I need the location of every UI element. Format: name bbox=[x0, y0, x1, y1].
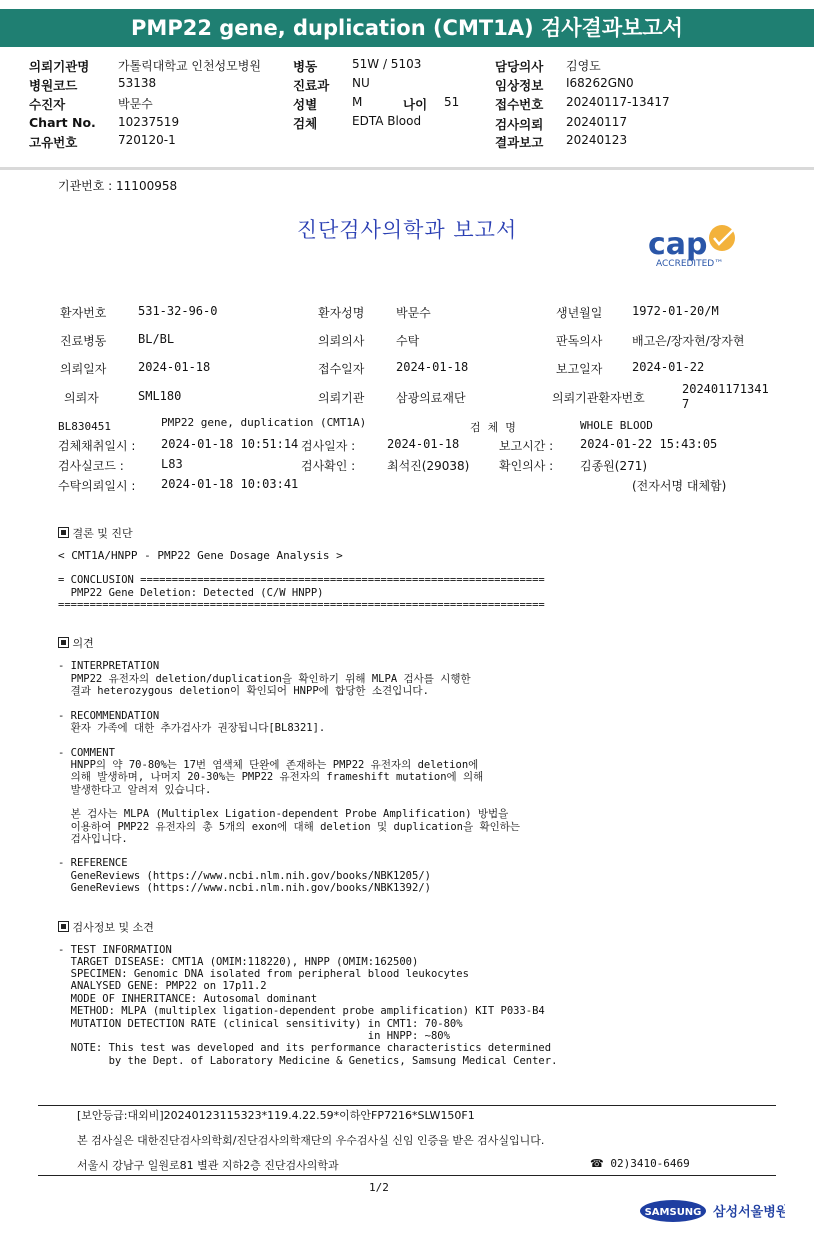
detail-value: 2024-01-18 10:03:41 bbox=[161, 477, 299, 491]
header-label: 병원코드 bbox=[29, 78, 78, 93]
analysis-title: < CMT1A/HNPP - PMP22 Gene Dosage Analysis > bbox=[58, 549, 343, 562]
info-label: 환자번호 bbox=[60, 306, 107, 320]
test-info-line: in HNPP: ~80% bbox=[58, 1030, 450, 1042]
test-info-line: ANALYSED GENE: PMP22 on 17p11.2 bbox=[58, 980, 267, 992]
security-line: [보안등급:대외비]20240123115323*119.4.22.59*이하안FP7216*SLW150F1 bbox=[77, 1109, 475, 1122]
hospital-name: 삼성서울병원 bbox=[713, 1205, 785, 1220]
info-value: 2024-01-18 bbox=[138, 360, 211, 374]
test-info-line: TARGET DISEASE: CMT1A (OMIM:118220), HNPP (OMIM:162500) bbox=[58, 956, 419, 968]
header-value: 박문수 bbox=[118, 97, 153, 111]
info-value: 531-32-96-0 bbox=[138, 304, 218, 318]
header-label: 수진자 bbox=[29, 97, 66, 112]
interpretation-line: 결과 heterozygous deletion이 확인되어 HNPP에 합당한 소견입니다. bbox=[58, 685, 429, 697]
info-value: 2024-01-22 bbox=[632, 360, 705, 374]
comment-line: 본 검사는 MLPA (Multiplex Ligation-dependent Probe Amplification) 방법을 bbox=[58, 808, 509, 820]
detail-label: 검사실코드 : bbox=[58, 459, 124, 473]
comment-line: HNPP의 약 70-80%는 17번 염색체 단완에 존재하는 PMP22 유전자의 deletion에 bbox=[58, 759, 479, 771]
comment-line: 발생한다고 알려져 있습니다. bbox=[58, 784, 212, 796]
info-label: 의뢰기관환자번호 bbox=[552, 391, 645, 405]
detail-label: 확인의사 : bbox=[499, 459, 554, 473]
header-label: 임상정보 bbox=[495, 78, 544, 93]
info-value: 202401171341 bbox=[682, 382, 769, 396]
reference-link[interactable]: GeneReviews (https://www.ncbi.nlm.nih.gov/books/NBK1392/) bbox=[58, 882, 431, 894]
samsung-word: SAMSUNG bbox=[644, 1207, 702, 1218]
header-value: 가톨릭대학교 인천성모병원 bbox=[118, 59, 261, 73]
reference-link[interactable]: GeneReviews (https://www.ncbi.nlm.nih.gov/books/NBK1205/) bbox=[58, 870, 431, 882]
detail-value: 2024-01-18 10:51:14 bbox=[161, 437, 299, 451]
detail-value: L83 bbox=[161, 457, 183, 471]
info-label: 의뢰의사 bbox=[318, 334, 365, 348]
header-label: 병동 bbox=[293, 59, 318, 74]
info-label: 진료병동 bbox=[60, 334, 107, 348]
test-code: BL830451 bbox=[58, 420, 111, 433]
footer-divider-bottom bbox=[38, 1175, 776, 1176]
header-value: 20240117-13417 bbox=[566, 95, 670, 109]
test-info-line: MODE OF INHERITANCE: Autosomal dominant bbox=[58, 993, 318, 1005]
header-value: NU bbox=[352, 76, 370, 90]
header-value: 51W / 5103 bbox=[352, 57, 422, 71]
test-info-line: by the Dept. of Laboratory Medicine & Genetics, Samsung Medical Center. bbox=[58, 1055, 558, 1067]
header-label: 검사의뢰 bbox=[495, 117, 544, 132]
interpretation-line: PMP22 유전자의 deletion/duplication을 확인하기 위해 MLPA 검사를 시행한 bbox=[58, 673, 471, 685]
header-label: 고유번호 bbox=[29, 135, 78, 150]
cap-logo-sub: ACCREDITED™ bbox=[656, 259, 724, 269]
comment-line: 의해 발생하며, 나머지 20-30%는 PMP22 유전자의 frameshift mutation에 의해 bbox=[58, 771, 484, 783]
info-label: 보고일자 bbox=[556, 362, 603, 376]
section-square-icon bbox=[58, 527, 69, 538]
info-label: 접수일자 bbox=[318, 362, 365, 376]
header-label: 담당의사 bbox=[495, 59, 544, 74]
lab-address: 서울시 강남구 일원로81 별관 지하2층 진단검사의학과 bbox=[77, 1159, 339, 1172]
header-label: 결과보고 bbox=[495, 135, 544, 150]
header-label: 의뢰기관명 bbox=[29, 59, 90, 74]
header-label: 진료과 bbox=[293, 78, 330, 93]
specimen-value: WHOLE BLOOD bbox=[580, 419, 653, 432]
header-label: 검체 bbox=[293, 116, 318, 131]
info-value: SML180 bbox=[138, 389, 182, 403]
test-info-line: MUTATION DETECTION RATE (clinical sensitivity) in CMT1: 70-80% bbox=[58, 1018, 463, 1030]
comment-head: - COMMENT bbox=[58, 747, 115, 759]
reference-head: - REFERENCE bbox=[58, 857, 128, 869]
header-value: EDTA Blood bbox=[352, 114, 422, 128]
detail-value: 최석진(29038) bbox=[387, 459, 470, 473]
header-value: 20240123 bbox=[566, 133, 628, 147]
header-label: 나이 bbox=[403, 97, 428, 112]
header-value: I68262GN0 bbox=[566, 76, 634, 90]
detail-label: 검사확인 : bbox=[301, 459, 356, 473]
report-title-bar bbox=[0, 9, 814, 47]
info-label: 의뢰일자 bbox=[60, 362, 107, 376]
interpretation-head: - INTERPRETATION bbox=[58, 660, 160, 672]
header-value: M bbox=[352, 95, 363, 109]
comment-line: 이용하여 PMP22 유전자의 총 5개의 exon에 대해 deletion 및 duplication을 확인하는 bbox=[58, 821, 521, 833]
test-name: PMP22 gene, duplication (CMT1A) bbox=[161, 416, 367, 429]
header-value: 김영도 bbox=[566, 59, 601, 73]
header-value: 720120-1 bbox=[118, 133, 176, 147]
info-value: 1972-01-20/M bbox=[632, 304, 719, 318]
info-label: 생년월일 bbox=[556, 306, 603, 320]
conclusion-rule: ============================================================================= bbox=[58, 599, 545, 611]
section-square-icon bbox=[58, 637, 69, 648]
section-heading: 결론 및 진단 bbox=[58, 525, 133, 541]
info-label: 의뢰자 bbox=[64, 391, 99, 405]
conclusion-head: = CONCLUSION ================================================================ bbox=[58, 574, 545, 586]
institution-number: 기관번호 : 11100958 bbox=[58, 179, 178, 193]
test-info-line: SPECIMEN: Genomic DNA isolated from peripheral blood leukocytes bbox=[58, 968, 469, 980]
info-value: 박문수 bbox=[396, 306, 431, 320]
section-heading: 검사정보 및 소견 bbox=[58, 919, 154, 935]
test-info-line: - TEST INFORMATION bbox=[58, 944, 172, 956]
header-value: 53138 bbox=[118, 76, 157, 90]
detail-value: 김종원(271) bbox=[580, 459, 648, 473]
header-label: 성별 bbox=[293, 97, 318, 112]
report-page bbox=[0, 170, 814, 1247]
recommendation-line: 환자 가족에 대한 추가검사가 권장됩니다[BL8321]. bbox=[58, 722, 326, 734]
info-label: 환자성명 bbox=[318, 306, 365, 320]
cap-logo-word: cap bbox=[648, 227, 708, 262]
header-label: Chart No. bbox=[29, 115, 96, 130]
info-label: 판독의사 bbox=[556, 334, 603, 348]
conclusion-text: PMP22 Gene Deletion: Detected (C/W HNPP) bbox=[58, 587, 324, 599]
certification-statement: 본 검사실은 대한진단검사의학회/진단검사의학재단의 우수검사실 신임 인증을 받은 검사실입니다. bbox=[77, 1134, 545, 1147]
detail-label: 검사일자 : bbox=[301, 439, 356, 453]
document-title: 진단검사의학과 보고서 bbox=[296, 218, 518, 242]
page-number: 1/2 bbox=[369, 1181, 389, 1194]
cap-accredited-logo bbox=[646, 222, 756, 270]
header-value: 51 bbox=[444, 95, 460, 109]
test-info-line: NOTE: This test was developed and its performance characteristics determined bbox=[58, 1042, 552, 1054]
detail-value: 2024-01-22 15:43:05 bbox=[580, 437, 718, 451]
phone-icon: ☎ bbox=[590, 1157, 604, 1170]
e-signature-note: (전자서명 대체함) bbox=[632, 479, 727, 493]
header-label: 접수번호 bbox=[495, 97, 544, 112]
samsung-hospital-logo bbox=[640, 1198, 785, 1224]
footer-divider bbox=[38, 1105, 776, 1106]
info-value: 배고은/장자현/장자현 bbox=[632, 334, 745, 348]
lab-phone: ☎ 02)3410-6469 bbox=[590, 1157, 690, 1170]
header-info bbox=[0, 50, 814, 168]
detail-label: 수탁의뢰일시 : bbox=[58, 479, 136, 493]
detail-value: 2024-01-18 bbox=[387, 437, 460, 451]
info-value: 7 bbox=[682, 397, 690, 411]
header-value: 10237519 bbox=[118, 115, 180, 129]
info-value: 삼광의료재단 bbox=[396, 391, 466, 405]
info-label: 의뢰기관 bbox=[318, 391, 365, 405]
detail-label: 검체채취일시 : bbox=[58, 439, 136, 453]
specimen-label: 검 체 명 bbox=[470, 421, 516, 434]
info-value: BL/BL bbox=[138, 332, 175, 346]
test-info-line: METHOD: MLPA (multiplex ligation-dependent probe amplification) KIT P033-B4 bbox=[58, 1005, 545, 1017]
info-value: 2024-01-18 bbox=[396, 360, 469, 374]
header-value: 20240117 bbox=[566, 115, 628, 129]
section-heading: 의견 bbox=[58, 635, 94, 651]
section-square-icon bbox=[58, 921, 69, 932]
recommendation-head: - RECOMMENDATION bbox=[58, 710, 160, 722]
report-title: PMP22 gene, duplication (CMT1A) 검사결과보고서 bbox=[131, 16, 683, 40]
comment-line: 검사입니다. bbox=[58, 833, 128, 845]
detail-label: 보고시간 : bbox=[499, 439, 554, 453]
info-value: 수탁 bbox=[396, 334, 420, 348]
